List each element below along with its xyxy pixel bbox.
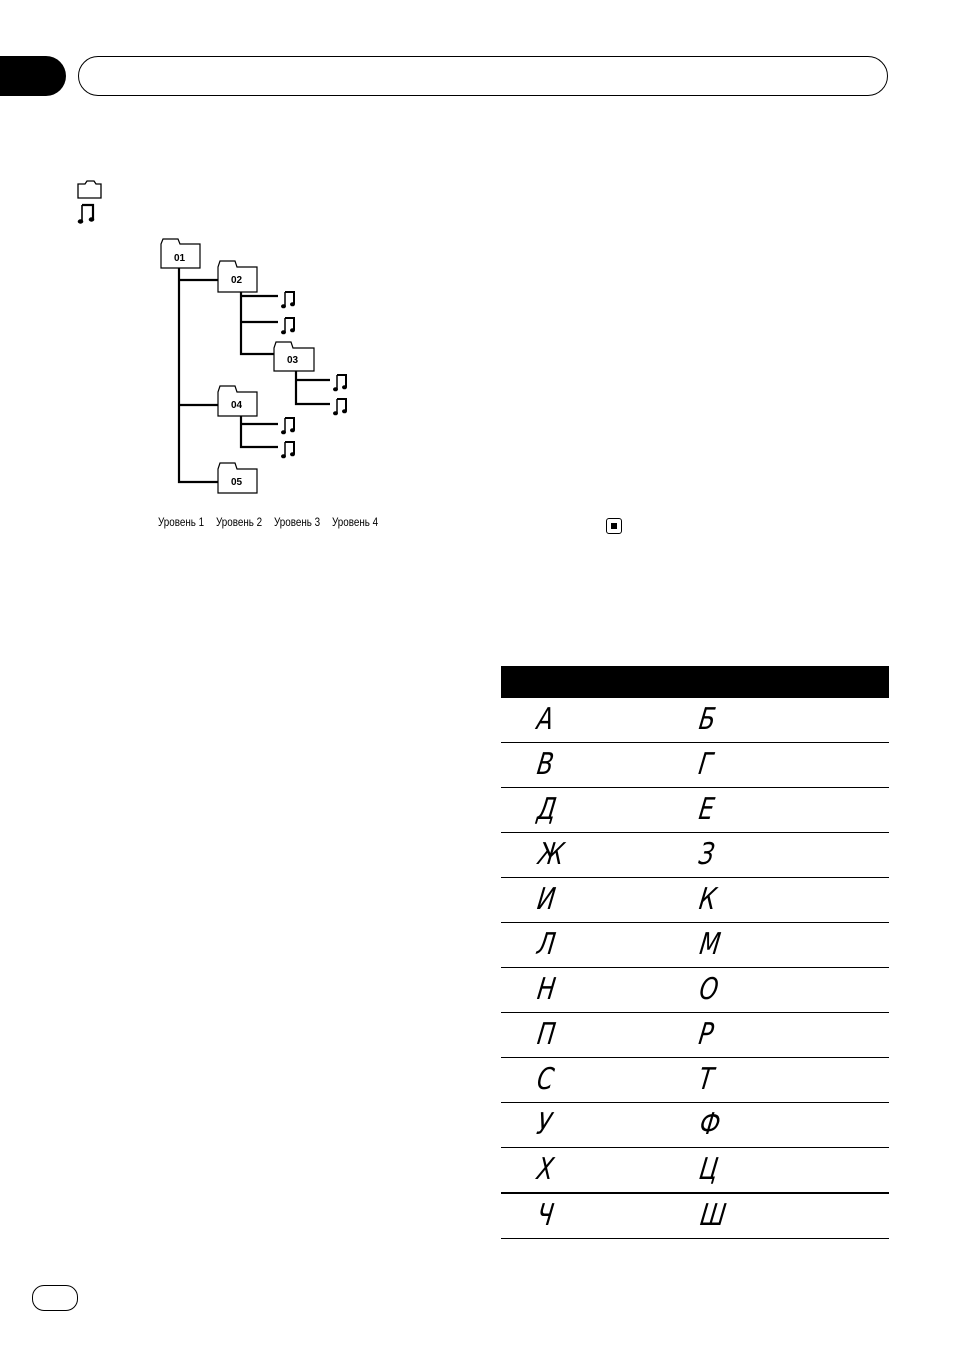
folder-label-01: 01 — [174, 253, 186, 264]
level-label: Уровень 1 — [158, 515, 205, 529]
table-cell: Ж — [536, 837, 567, 872]
table-cell: Е — [696, 792, 717, 827]
table-cell: Д — [535, 792, 559, 827]
table-cell: Б — [696, 702, 718, 737]
folder-label-05: 05 — [231, 477, 243, 488]
table-row — [501, 1058, 889, 1103]
folder-icon — [78, 181, 101, 198]
table-row — [501, 788, 889, 833]
table-cell: О — [697, 972, 721, 1007]
table-cell: Г — [696, 747, 715, 782]
folder-04 — [218, 386, 257, 416]
folder-label-03: 03 — [287, 355, 299, 366]
table-cell: Р — [696, 1017, 716, 1052]
character-table — [501, 666, 889, 1239]
table-cell: М — [697, 927, 723, 962]
level-label: Уровень 3 — [274, 515, 321, 529]
table-cell: Ф — [697, 1107, 723, 1142]
table-row — [501, 1194, 889, 1239]
legend-icons — [76, 178, 106, 228]
table-row — [501, 1148, 889, 1194]
table-cell: Т — [696, 1062, 716, 1097]
table-cell: Ц — [697, 1152, 721, 1187]
legend — [76, 178, 106, 228]
level-labels — [0, 515, 954, 531]
table-row — [501, 743, 889, 788]
table-cell: Х — [534, 1152, 556, 1187]
file-icon — [281, 418, 295, 434]
folder-05 — [218, 463, 257, 493]
table-cell: Л — [535, 927, 558, 962]
table-row — [501, 1013, 889, 1058]
file-icon — [333, 375, 347, 391]
table-row — [501, 878, 889, 923]
table-cell: С — [534, 1062, 557, 1097]
table-cell: В — [534, 747, 556, 782]
table-cell: А — [534, 702, 556, 737]
table-cell: У — [534, 1107, 554, 1142]
folder-tree-diagram — [150, 230, 370, 500]
table-row — [501, 698, 889, 743]
table-cell: И — [535, 882, 558, 917]
table-cell: Н — [535, 972, 558, 1007]
table-row — [501, 833, 889, 878]
file-icon — [281, 442, 295, 458]
file-icon — [281, 292, 295, 308]
table-cell: К — [696, 882, 719, 917]
table-row — [501, 923, 889, 968]
table-row — [501, 1103, 889, 1148]
end-of-section-icon — [606, 518, 622, 534]
folder-02 — [218, 261, 257, 292]
table-row — [501, 968, 889, 1013]
table-cell: Ч — [534, 1198, 556, 1233]
folder-01 — [161, 239, 200, 268]
header-bar — [78, 56, 888, 96]
folder-label-04: 04 — [231, 400, 243, 411]
file-icon — [281, 318, 295, 334]
table-header — [501, 666, 889, 698]
page-number-box — [32, 1285, 78, 1311]
folder-label-02: 02 — [231, 275, 243, 286]
music-note-icon — [78, 205, 95, 224]
table-cell: П — [535, 1017, 558, 1052]
folder-tree — [150, 230, 370, 505]
table-cell: Ш — [698, 1198, 729, 1233]
section-tab — [0, 56, 66, 96]
folder-03 — [274, 342, 314, 371]
file-icon — [333, 399, 347, 415]
table-cell: З — [696, 837, 717, 872]
level-label: Уровень 2 — [216, 515, 263, 529]
level-label: Уровень 4 — [332, 515, 379, 529]
tree-connectors — [179, 268, 330, 482]
